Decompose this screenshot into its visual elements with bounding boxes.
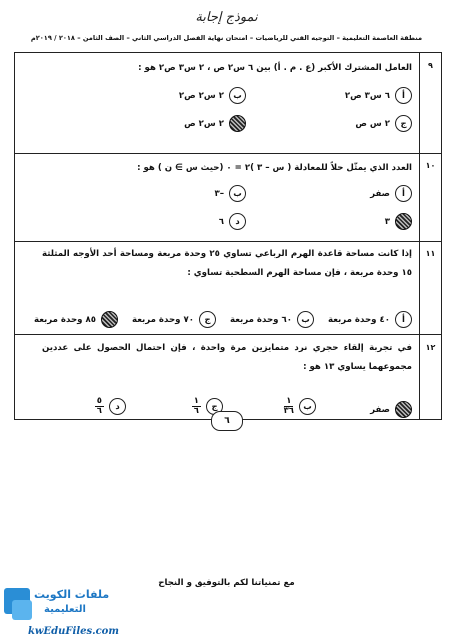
page-number: ٦ <box>211 411 243 431</box>
option-a[interactable] <box>345 87 412 104</box>
option-d[interactable] <box>95 397 126 416</box>
option-letter: ب <box>299 398 316 415</box>
option-letter: د <box>229 213 246 230</box>
number-column-divider <box>419 53 420 419</box>
option-b[interactable] <box>284 397 316 416</box>
selected-answer-mark <box>101 311 118 328</box>
option-text: صفر <box>370 404 390 415</box>
denominator: ٣٦ <box>283 406 294 416</box>
option-b[interactable] <box>179 87 246 104</box>
option-letter: د <box>109 398 126 415</box>
question-number: ٩ <box>428 61 433 70</box>
denominator: ٦ <box>193 406 199 416</box>
option-letter: أ <box>395 311 412 328</box>
option-text: ٦٠ وحدة مربعة <box>229 314 292 325</box>
row-divider <box>15 241 441 242</box>
option-d-correct[interactable] <box>34 311 118 328</box>
option-letter: ج <box>199 311 216 328</box>
option-c[interactable] <box>355 115 412 132</box>
question-number: ١٢ <box>425 343 436 352</box>
fraction-5-6 <box>95 397 104 416</box>
logo-line-2: التعليمية <box>44 604 86 615</box>
row-divider <box>15 153 441 154</box>
option-text: ٦ <box>218 216 224 227</box>
option-letter: ج <box>206 398 223 415</box>
option-a-correct[interactable] <box>370 401 412 418</box>
question-text: في تجربة إلقاء حجري نرد متمايزين مرة واحدة ، فإن احتمال الحصول على عددين مجموعهما يساوي ١٣ هو : <box>42 343 412 372</box>
option-a[interactable] <box>370 185 412 202</box>
fraction-1-6 <box>192 397 201 416</box>
footer-wishes: مع تمنياتنا لكم بالتوفيق و النجاح <box>158 578 295 588</box>
logo-square-icon <box>12 600 32 620</box>
option-c-correct[interactable] <box>385 213 412 230</box>
option-text: ٢ س٢ ص٢ <box>178 90 224 101</box>
numerator: ١ <box>286 396 292 406</box>
numerator: ١ <box>193 396 199 406</box>
option-b[interactable] <box>214 185 246 202</box>
site-logo <box>0 582 118 640</box>
question-number: ١١ <box>425 249 436 258</box>
option-text: ٦ س٣ ص٢ <box>344 90 390 101</box>
option-d-correct[interactable] <box>184 115 246 132</box>
selected-answer-mark <box>229 115 246 132</box>
selected-answer-mark <box>395 401 412 418</box>
option-b[interactable] <box>230 311 314 328</box>
selected-answer-mark <box>395 213 412 230</box>
option-d[interactable] <box>219 213 246 230</box>
option-letter: أ <box>395 185 412 202</box>
option-c[interactable] <box>132 311 216 328</box>
option-letter: أ <box>395 87 412 104</box>
exam-header: منطقة العاصمة التعليمية – التوجيه الفني للرياضيات – امتحان نهاية الفصل الدراسي الثاني – الصف الثامن – ٢٠١٨ / ٢٠١٩م <box>30 34 423 42</box>
answer-key-title: نموذج إجابة <box>195 10 258 25</box>
option-letter: ب <box>229 87 246 104</box>
denominator: ٦ <box>96 406 102 416</box>
option-letter: ب <box>297 311 314 328</box>
option-letter: ب <box>229 185 246 202</box>
question-text: العدد الذي يمثّل حلاً للمعادلة ( س – ٣ )٢ = ٠ (حيث س ∋ ن ) هو : <box>137 163 412 173</box>
question-text: العامل المشترك الأكبر (ع . م . أ) بين ٦ س٢ ص ، ٢ س٣ ص٢ هو : <box>138 63 412 73</box>
question-text: إذا كانت مساحة قاعدة الهرم الرباعي تساوي ٢٥ وحدة مربعة ومساحة أحد الأوجه المثلثة ١٥ وحدة مربعة ، فإن مساحة الهرم السطحية تساوي : <box>42 249 412 278</box>
option-text: ٣ <box>384 216 390 227</box>
logo-line-1: ملفات الكويت <box>34 588 110 601</box>
option-text: ٨٥ وحدة مربعة <box>33 314 96 325</box>
numerator: ٥ <box>96 396 102 406</box>
row-divider <box>15 334 441 335</box>
option-text: صفر <box>370 188 390 199</box>
logo-url: kwEduFiles.com <box>28 626 119 637</box>
option-text: ٧٠ وحدة مربعة <box>131 314 194 325</box>
option-text: ٤٠ وحدة مربعة <box>327 314 390 325</box>
question-number: ١٠ <box>425 161 436 170</box>
option-letter: ج <box>395 115 412 132</box>
fraction-1-36 <box>284 397 294 416</box>
questions-table <box>14 52 442 420</box>
option-text: ٢ س٢ ص <box>184 118 224 129</box>
option-a[interactable] <box>328 311 412 328</box>
option-text: –٣ <box>214 188 224 199</box>
option-text: ٢ س ص <box>355 118 390 129</box>
